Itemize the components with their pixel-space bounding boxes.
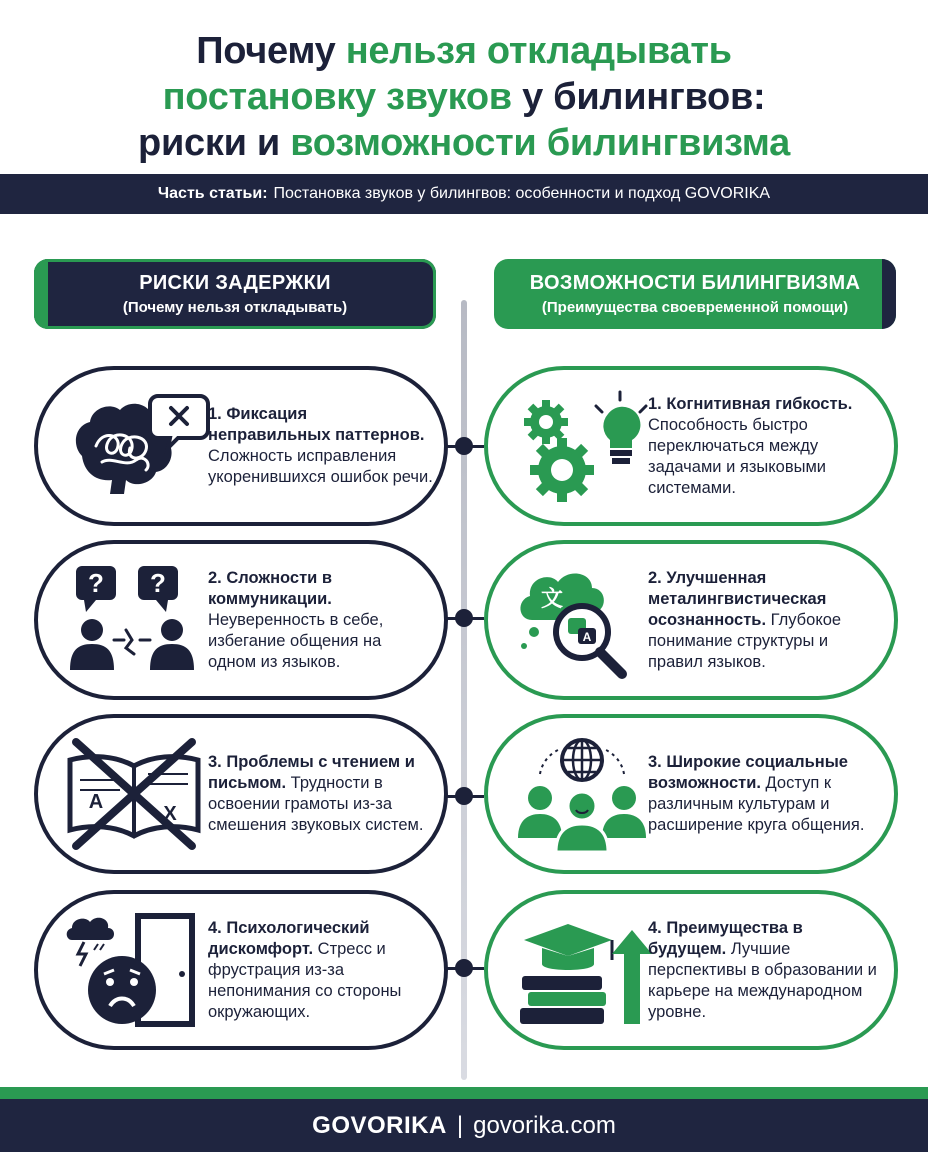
risks-header-title: РИСКИ ЗАДЕРЖКИ <box>139 272 331 294</box>
svg-text:文: 文 <box>540 587 564 612</box>
risks-header-subtitle: (Почему нельзя откладывать) <box>122 299 348 316</box>
subtitle-label: Часть статьи: <box>157 185 268 202</box>
timeline-dot <box>455 787 473 805</box>
svg-text:X: X <box>163 803 177 825</box>
title-text-dark: Почему <box>196 30 346 72</box>
opportunity-description: Способность быстро переключаться между задачами и языковыми системами. <box>648 415 827 497</box>
title-text-green: нельзя откладывать <box>345 30 732 72</box>
title-line-3 <box>0 120 928 166</box>
opportunity-title: 2. Улучшенная металингвистическая осознанность. <box>648 568 827 629</box>
footer-site-link[interactable]: govorika.com <box>473 1111 616 1139</box>
risk-description: Стресс и фрустрация из-за непонимания со стороны окружающих. <box>208 939 402 1021</box>
sad-face-door-icon <box>62 910 212 1030</box>
risk-description: Сложность исправления укоренившихся ошибок речи. <box>208 447 433 486</box>
svg-text:?: ? <box>88 568 104 598</box>
crossed-book-icon <box>62 734 212 854</box>
title-text-dark: у билингвов: <box>511 76 766 118</box>
svg-text:A: A <box>88 791 104 813</box>
graduation-books-arrow-icon <box>512 910 662 1030</box>
tangled-brain-icon <box>62 386 212 506</box>
footer <box>0 1099 928 1152</box>
title-text-green: постановку звуков <box>162 76 512 118</box>
opportunity-title: 3. Широкие социальные возможности. <box>648 753 848 792</box>
opportunity-description: Лучшие перспективы в образовании и карьере на международном уровне. <box>648 939 877 1021</box>
opportunity-card-4 <box>484 890 898 1050</box>
opportunity-description: Глубокое понимание структуры и правил языков. <box>648 610 842 671</box>
svg-text:?: ? <box>150 568 166 598</box>
risk-description: Трудности в освоении грамоты из-за смешения звуковых систем. <box>208 774 424 834</box>
risk-title: 4. Психологический дискомфорт. <box>208 918 370 958</box>
risk-card-3 <box>34 714 448 874</box>
risk-title: 3. Проблемы с чтением и письмом. <box>208 753 415 792</box>
opportunity-description: Доступ к различным культурам и расширение круга общения. <box>648 774 865 834</box>
page-title <box>0 28 928 166</box>
opportunity-card-2 <box>484 540 898 700</box>
risk-card-text <box>208 544 433 696</box>
opportunity-title: 4. Преимущества в будущем. <box>648 918 803 958</box>
risks-header <box>34 259 436 329</box>
timeline-dot <box>455 437 473 455</box>
opportunities-header-title: ВОЗМОЖНОСТИ БИЛИНГВИЗМА <box>529 272 861 294</box>
risk-card-text <box>208 370 433 522</box>
timeline-dot <box>455 609 473 627</box>
title-line-1 <box>0 28 928 74</box>
opportunity-card-text <box>648 894 878 1046</box>
confused-people-icon <box>62 560 212 680</box>
footer-separator: | <box>456 1111 464 1139</box>
opportunity-card-text <box>648 718 878 870</box>
risk-card-1 <box>34 366 448 526</box>
title-text-green: возможности билингвизма <box>290 122 790 164</box>
title-text-dark: риски и <box>138 122 291 164</box>
subtitle-bar <box>0 174 928 214</box>
footer-brand: GOVORIKA <box>312 1111 447 1139</box>
risk-card-4 <box>34 890 448 1050</box>
opportunity-title: 1. Когнитивная гибкость. <box>648 394 853 413</box>
opportunity-card-3 <box>484 714 898 874</box>
opportunity-card-text <box>648 544 878 696</box>
timeline-dot <box>455 959 473 977</box>
risk-title: 2. Сложности в коммуникации. <box>208 568 333 608</box>
footer-accent-stripe <box>0 1087 928 1099</box>
opportunities-header-subtitle: (Преимущества своевременной помощи) <box>541 299 849 316</box>
svg-text:A: A <box>582 630 592 644</box>
risk-card-text <box>208 894 433 1046</box>
translate-magnifier-icon <box>512 560 662 680</box>
risk-card-2 <box>34 540 448 700</box>
opportunities-header <box>494 259 896 329</box>
globe-people-icon <box>512 734 662 854</box>
opportunity-card-text <box>648 370 878 522</box>
risk-title: 1. Фиксация неправильных паттернов. <box>208 405 425 444</box>
gears-lightbulb-icon <box>512 386 662 506</box>
risk-card-text <box>208 718 433 870</box>
opportunity-card-1 <box>484 366 898 526</box>
risk-description: Неуверенность в себе, избегание общения на одном из языков. <box>208 610 384 671</box>
subtitle-text: Постановка звуков у билингвов: особенности и подход GOVORIKA <box>273 185 771 202</box>
title-line-2 <box>0 74 928 120</box>
